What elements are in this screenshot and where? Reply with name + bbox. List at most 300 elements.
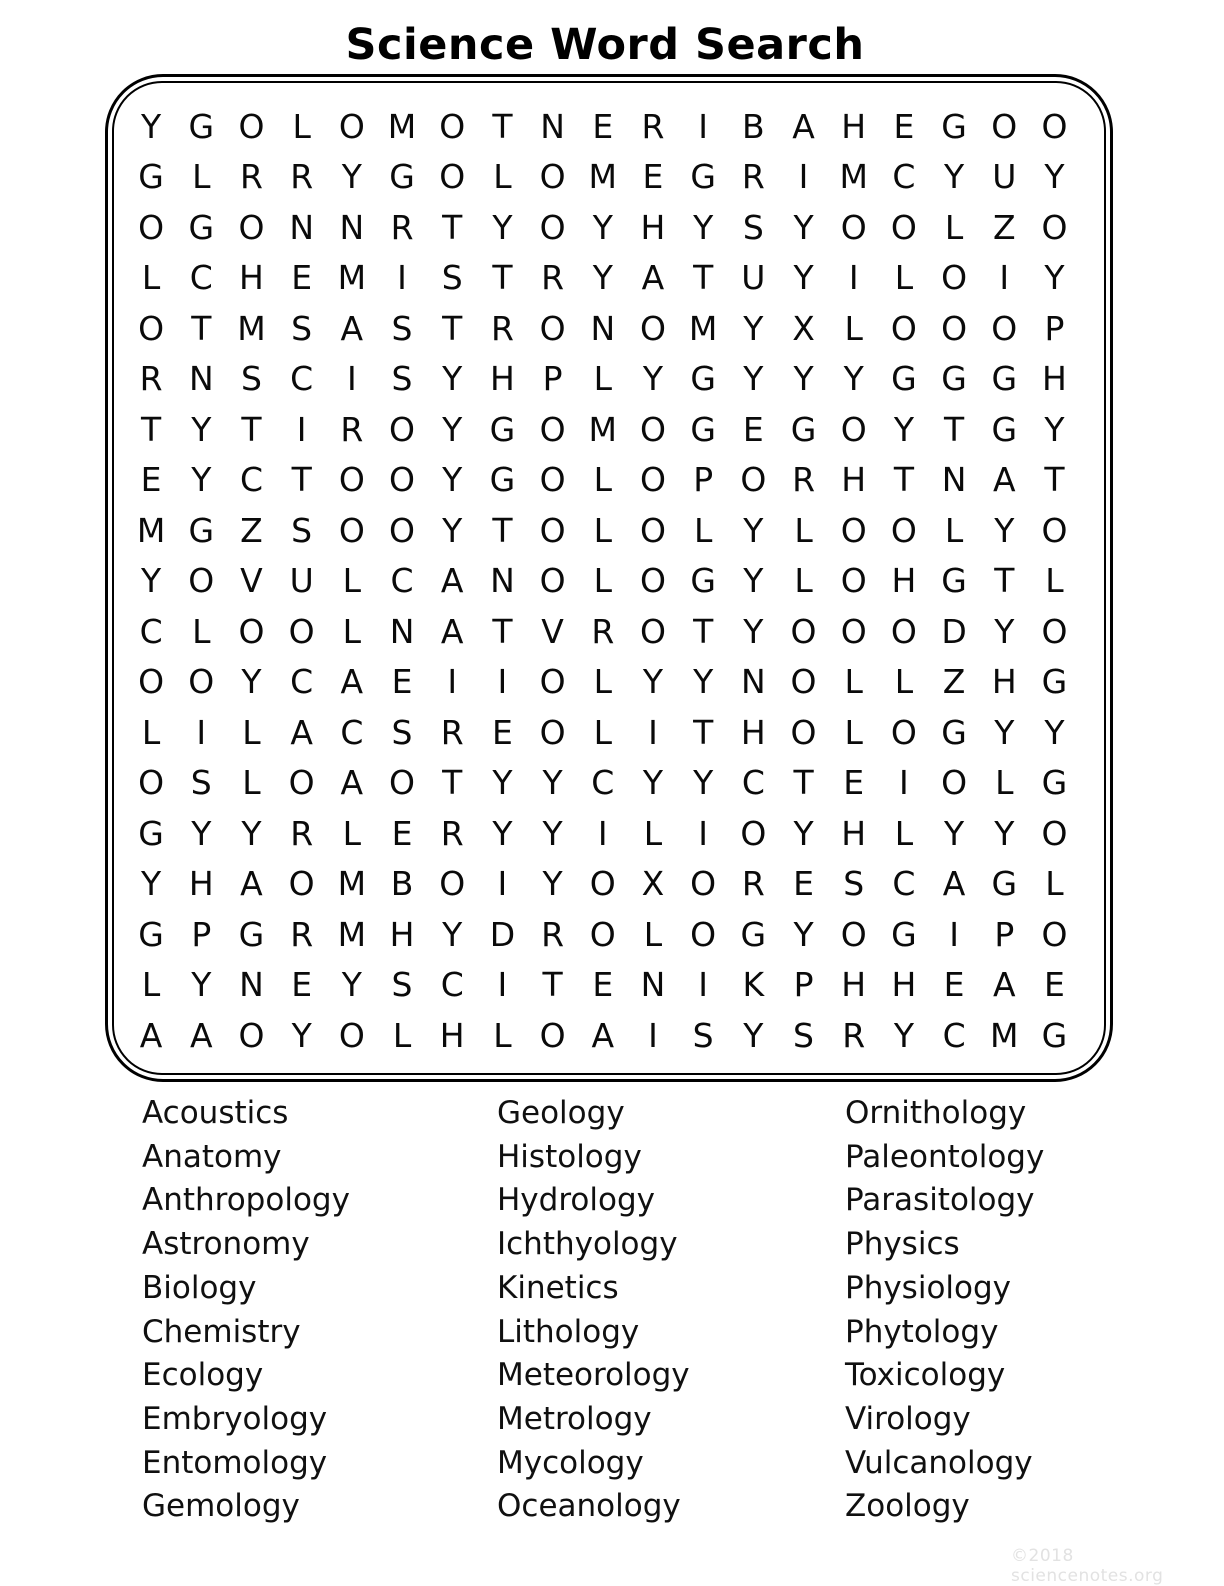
grid-letter: Y: [1044, 157, 1065, 197]
grid-letter: O: [539, 712, 566, 752]
grid-letter: R: [541, 914, 565, 954]
grid-letter: P: [191, 914, 212, 954]
grid-letter: S: [391, 308, 413, 348]
grid-letter: G: [690, 561, 716, 601]
grid-letter: C: [440, 965, 464, 1005]
grid-letter: L: [593, 359, 612, 399]
grid-letter: T: [492, 258, 513, 298]
grid-letter: R: [290, 813, 314, 853]
word-list-item: Parasitology: [845, 1182, 1035, 1219]
grid-letter: O: [389, 409, 416, 449]
grid-letter: O: [539, 460, 566, 500]
grid-letter: L: [593, 510, 612, 550]
grid-letter: S: [190, 763, 212, 803]
grid-letter: A: [942, 864, 966, 904]
grid-letter: O: [539, 409, 566, 449]
grid-letter: G: [1041, 662, 1068, 702]
grid-letter: O: [639, 611, 666, 651]
grid-letter: N: [540, 106, 565, 146]
grid-letter: L: [141, 712, 161, 752]
grid-letter: O: [389, 510, 416, 550]
grid-letter: L: [493, 157, 512, 197]
grid-letter: O: [690, 914, 717, 954]
grid-letter: L: [1045, 561, 1064, 601]
grid-letter: G: [941, 106, 967, 146]
grid-letter: Y: [341, 965, 362, 1005]
grid-letter: O: [639, 561, 666, 601]
grid-letter: Y: [944, 813, 965, 853]
grid-letter: H: [640, 207, 666, 247]
grid-letter: T: [442, 763, 463, 803]
grid-letter: Y: [191, 965, 212, 1005]
grid-letter: O: [890, 308, 917, 348]
word-list-item: Acoustics: [142, 1095, 289, 1131]
grid-letter: O: [1041, 611, 1068, 651]
word-list-item: Entomology: [142, 1444, 328, 1481]
grid-letter: L: [242, 763, 261, 803]
grid-letter: N: [640, 965, 666, 1005]
grid-letter: Y: [442, 359, 463, 399]
grid-letter: C: [942, 1015, 966, 1055]
grid-letter: R: [591, 611, 615, 651]
grid-letter: Y: [693, 763, 714, 803]
word-list-item: Gemology: [142, 1488, 300, 1525]
grid-letter: O: [539, 510, 566, 550]
grid-letter: O: [941, 763, 968, 803]
grid-letter: L: [342, 611, 362, 651]
grid-letter: L: [794, 510, 813, 550]
grid-letter: L: [894, 813, 914, 853]
grid-letter: Y: [743, 359, 764, 399]
grid-letter: S: [793, 1015, 814, 1055]
grid-letter: O: [1041, 813, 1068, 853]
grid-letter: O: [639, 308, 666, 348]
grid-letter: Y: [994, 813, 1015, 853]
grid-letter: G: [891, 914, 917, 954]
grid-letter: Z: [240, 510, 263, 550]
grid-letter: R: [541, 258, 565, 298]
grid-letter: Y: [893, 1015, 914, 1055]
grid-letter: O: [539, 662, 566, 702]
grid-letter: C: [290, 662, 314, 702]
grid-letter: U: [741, 258, 766, 298]
grid-letter: O: [790, 611, 817, 651]
grid-letter: D: [489, 914, 516, 954]
grid-letter: N: [741, 662, 766, 702]
grid-letter: E: [291, 258, 313, 298]
grid-letter: L: [141, 258, 161, 298]
grid-letter: M: [588, 409, 618, 449]
grid-letter: O: [840, 914, 867, 954]
grid-letter: A: [340, 662, 364, 702]
grid-letter: O: [188, 662, 215, 702]
grid-letter: H: [489, 359, 515, 399]
grid-letter: Y: [944, 157, 965, 197]
grid-letter: O: [790, 662, 817, 702]
grid-letter: G: [188, 106, 215, 146]
grid-letter: O: [338, 106, 365, 146]
grid-letter: O: [639, 510, 666, 550]
grid-letter: S: [742, 207, 764, 247]
grid-letter: H: [841, 460, 867, 500]
grid-letter: H: [891, 561, 917, 601]
grid-letter: O: [790, 712, 817, 752]
grid-letter: Y: [542, 763, 563, 803]
grid-letter: T: [693, 712, 714, 752]
grid-letter: T: [1044, 460, 1065, 500]
grid-letter: G: [188, 510, 215, 550]
grid-letter: R: [641, 106, 665, 146]
grid-letter: M: [237, 308, 266, 348]
grid-letter: B: [390, 864, 414, 904]
grid-letter: L: [342, 813, 362, 853]
grid-letter: H: [841, 813, 867, 853]
grid-letter: I: [698, 813, 709, 853]
grid-letter: O: [1041, 207, 1068, 247]
grid-letter: Y: [1044, 409, 1065, 449]
grid-letter: Y: [642, 359, 664, 399]
word-list-item: Metrology: [497, 1400, 652, 1437]
grid-letter: M: [337, 864, 367, 904]
grid-letter: L: [844, 662, 863, 702]
grid-letter: L: [242, 712, 261, 752]
grid-letter: Y: [191, 409, 212, 449]
grid-letter: P: [994, 914, 1015, 954]
grid-letter: Y: [442, 510, 463, 550]
grid-letter: G: [941, 712, 967, 752]
grid-letter: L: [894, 662, 914, 702]
word-list-item: Paleontology: [845, 1138, 1045, 1175]
grid-letter: A: [240, 864, 263, 904]
grid-letter: O: [639, 409, 666, 449]
grid-letter: S: [391, 965, 413, 1005]
grid-letter: Y: [442, 409, 463, 449]
grid-letter: C: [189, 258, 213, 298]
grid-letter: Y: [191, 460, 212, 500]
grid-letter: Y: [1044, 712, 1065, 752]
grid-letter: A: [792, 106, 815, 146]
grid-letter: X: [792, 308, 815, 348]
copyright-text: ©2018 sciencenotes.org: [1011, 1546, 1164, 1586]
grid-letter: L: [995, 763, 1014, 803]
grid-letter: G: [188, 207, 215, 247]
grid-letter: O: [288, 611, 315, 651]
grid-letter: S: [240, 359, 262, 399]
grid-letter: N: [339, 207, 365, 247]
grid-letter: I: [698, 965, 709, 1005]
grid-letter: H: [439, 1015, 465, 1055]
grid-letter: G: [740, 914, 767, 954]
grid-letter: R: [390, 207, 414, 247]
word-list-item: Anthropology: [142, 1182, 350, 1219]
grid-letter: I: [848, 258, 859, 298]
grid-letter: G: [690, 359, 716, 399]
grid-letter: I: [196, 712, 207, 752]
grid-letter: T: [141, 409, 162, 449]
grid-letter: O: [338, 510, 365, 550]
grid-letter: E: [491, 712, 513, 752]
word-list-item: Astronomy: [142, 1226, 310, 1263]
grid-letter: O: [539, 157, 566, 197]
grid-letter: O: [338, 1015, 365, 1055]
grid-letter: R: [240, 157, 263, 197]
grid-letter: L: [944, 207, 964, 247]
grid-letter: G: [389, 157, 415, 197]
grid-letter: O: [138, 662, 165, 702]
word-list-item: Ornithology: [845, 1095, 1027, 1131]
grid-letter: G: [941, 359, 967, 399]
word-list-item: Zoology: [845, 1488, 970, 1525]
grid-letter: L: [643, 914, 663, 954]
grid-letter: M: [387, 106, 417, 146]
grid-letter: L: [844, 712, 863, 752]
grid-letter: R: [842, 1015, 866, 1055]
grid-letter: T: [542, 965, 563, 1005]
grid-letter: Y: [743, 308, 764, 348]
grid-letter: Y: [442, 914, 463, 954]
grid-letter: N: [389, 611, 415, 651]
grid-letter: A: [440, 611, 464, 651]
grid-letter: A: [992, 460, 1016, 500]
grid-letter: G: [991, 359, 1018, 399]
grid-letter: I: [698, 106, 709, 146]
grid-letter: H: [239, 258, 264, 298]
grid-letter: C: [340, 712, 364, 752]
grid-letter: L: [593, 662, 612, 702]
grid-letter: C: [290, 359, 314, 399]
grid-letter: T: [191, 308, 212, 348]
word-list-item: Physics: [845, 1226, 960, 1263]
grid-letter: Y: [693, 662, 714, 702]
grid-letter: S: [391, 712, 413, 752]
grid-letter: U: [992, 157, 1017, 197]
grid-letter: O: [1041, 914, 1068, 954]
grid-letter: L: [894, 258, 914, 298]
grid-letter: I: [447, 662, 458, 702]
grid-letter: O: [389, 460, 416, 500]
grid-letter: O: [439, 157, 466, 197]
grid-letter: O: [539, 561, 566, 601]
grid-letter: M: [588, 157, 618, 197]
grid-letter: O: [1041, 510, 1068, 550]
grid-letter: H: [188, 864, 214, 904]
grid-letter: O: [288, 864, 315, 904]
grid-letter: L: [493, 1015, 512, 1055]
word-list-item: Ecology: [142, 1357, 264, 1394]
grid-letter: E: [391, 813, 413, 853]
grid-letter: Y: [642, 662, 664, 702]
grid-letter: O: [288, 763, 315, 803]
grid-letter: C: [139, 611, 163, 651]
grid-letter: L: [693, 510, 713, 550]
grid-letter: T: [693, 258, 714, 298]
grid-letter: A: [340, 308, 364, 348]
grid-letter: R: [741, 864, 765, 904]
grid-letter: O: [238, 207, 265, 247]
grid-letter: L: [944, 510, 964, 550]
grid-letter: Y: [141, 864, 162, 904]
grid-letter: T: [893, 460, 914, 500]
grid-letter: O: [890, 207, 917, 247]
grid-letter: C: [892, 157, 916, 197]
grid-letter: M: [990, 1015, 1019, 1055]
grid-letter: I: [648, 1015, 658, 1055]
word-list-item: Vulcanology: [845, 1444, 1033, 1481]
grid-letter: M: [337, 914, 367, 954]
grid-letter: Z: [992, 207, 1016, 247]
grid-letter: T: [492, 106, 513, 146]
grid-letter: Y: [743, 1015, 764, 1055]
grid-letter: O: [1041, 106, 1068, 146]
grid-letter: L: [643, 813, 663, 853]
grid-letter: L: [292, 106, 311, 146]
grid-letter: O: [890, 510, 917, 550]
grid-letter: R: [340, 409, 364, 449]
grid-letter: T: [492, 611, 513, 651]
grid-letter: O: [138, 308, 165, 348]
word-list-item: Mycology: [497, 1444, 644, 1481]
grid-letter: H: [991, 662, 1017, 702]
grid-letter: I: [597, 813, 608, 853]
grid-letter: I: [497, 965, 508, 1005]
grid-letter: I: [899, 763, 909, 803]
grid-letter: K: [742, 965, 765, 1005]
grid-letter: Y: [743, 561, 764, 601]
grid-letter: S: [441, 258, 463, 298]
grid-letter: G: [991, 409, 1018, 449]
grid-letter: L: [192, 157, 211, 197]
word-list-item: Virology: [845, 1400, 971, 1437]
grid-letter: I: [999, 258, 1010, 298]
grid-letter: Y: [241, 662, 262, 702]
grid-letter: O: [840, 561, 867, 601]
grid-letter: G: [238, 914, 265, 954]
grid-letter: Y: [241, 813, 262, 853]
grid-letter: I: [949, 914, 959, 954]
grid-letter: G: [1041, 1015, 1068, 1055]
grid-letter: L: [392, 1015, 412, 1055]
grid-letter: Y: [542, 813, 563, 853]
grid-letter: V: [541, 611, 564, 651]
grid-letter: H: [841, 106, 867, 146]
grid-letter: G: [991, 864, 1018, 904]
grid-letter: O: [941, 258, 968, 298]
grid-letter: T: [291, 460, 312, 500]
word-list-item: Toxicology: [845, 1357, 1006, 1394]
grid-letter: A: [641, 258, 665, 298]
grid-letter: Y: [191, 813, 212, 853]
grid-letter: L: [593, 460, 612, 500]
grid-letter: O: [589, 864, 616, 904]
grid-letter: E: [291, 965, 313, 1005]
grid-letter: T: [442, 207, 463, 247]
word-list-item: Oceanology: [497, 1488, 681, 1525]
grid-letter: O: [690, 864, 717, 904]
grid-letter: R: [290, 157, 314, 197]
grid-letter: V: [240, 561, 263, 601]
grid-letter: Y: [291, 1015, 312, 1055]
grid-letter: M: [337, 258, 367, 298]
grid-letter: A: [290, 712, 313, 752]
grid-letter: I: [397, 258, 407, 298]
grid-letter: R: [440, 712, 464, 752]
grid-letter: Y: [793, 813, 814, 853]
grid-letter: G: [941, 561, 967, 601]
grid-letter: E: [592, 965, 614, 1005]
grid-letter: P: [542, 359, 563, 399]
grid-letter: I: [798, 157, 809, 197]
grid-letter: E: [893, 106, 915, 146]
grid-letter: A: [189, 1015, 213, 1055]
word-list-item: Meteorology: [497, 1357, 690, 1394]
grid-letter: E: [843, 763, 865, 803]
grid-letter: O: [539, 207, 566, 247]
grid-letter: Y: [592, 258, 613, 298]
grid-letter: Y: [542, 864, 563, 904]
grid-letter: R: [290, 914, 314, 954]
grid-letter: Y: [693, 207, 714, 247]
grid-letter: U: [289, 561, 314, 601]
grid-letter: O: [840, 510, 867, 550]
grid-letter: P: [793, 965, 814, 1005]
grid-letter: G: [891, 359, 917, 399]
grid-letter: E: [1044, 965, 1065, 1005]
grid-letter: M: [136, 510, 166, 550]
grid-letter: O: [188, 561, 215, 601]
grid-letter: Y: [1044, 258, 1065, 298]
grid-letter: Y: [592, 207, 613, 247]
grid-letter: C: [239, 460, 263, 500]
grid-letter: A: [340, 763, 364, 803]
word-column-2: [497, 1092, 690, 1529]
grid-letter: C: [591, 763, 615, 803]
grid-letter: S: [291, 308, 313, 348]
grid-letter: G: [1041, 763, 1068, 803]
grid-letter: G: [489, 460, 516, 500]
grid-letter: G: [489, 409, 516, 449]
grid-letter: Z: [942, 662, 966, 702]
grid-letter: E: [140, 460, 162, 500]
grid-letter: I: [497, 864, 508, 904]
grid-letter: E: [793, 864, 814, 904]
grid-letter: Y: [793, 914, 814, 954]
grid-letter: Y: [743, 510, 764, 550]
grid-letter: N: [188, 359, 214, 399]
word-list-item: Hydrology: [497, 1182, 655, 1219]
grid-letter: C: [892, 864, 916, 904]
grid-letter: E: [592, 106, 614, 146]
grid-letter: O: [840, 611, 867, 651]
grid-letter: N: [289, 207, 314, 247]
word-list-item: Histology: [497, 1138, 642, 1175]
grid-letter: O: [238, 106, 265, 146]
grid-letter: R: [440, 813, 464, 853]
grid-letter: R: [741, 157, 765, 197]
grid-letter: S: [692, 1015, 714, 1055]
grid-letter: N: [239, 965, 264, 1005]
grid-letter: E: [642, 157, 664, 197]
word-list-item: Embryology: [142, 1400, 328, 1437]
grid-letter: Y: [492, 763, 513, 803]
grid-letter: L: [593, 712, 612, 752]
grid-letter: P: [693, 460, 714, 500]
grid-letter: G: [690, 409, 716, 449]
grid-letter: R: [792, 460, 815, 500]
grid-letter: L: [342, 561, 362, 601]
word-list-item: Geology: [497, 1095, 625, 1131]
grid-letter: E: [742, 409, 764, 449]
grid-letter: G: [790, 409, 817, 449]
